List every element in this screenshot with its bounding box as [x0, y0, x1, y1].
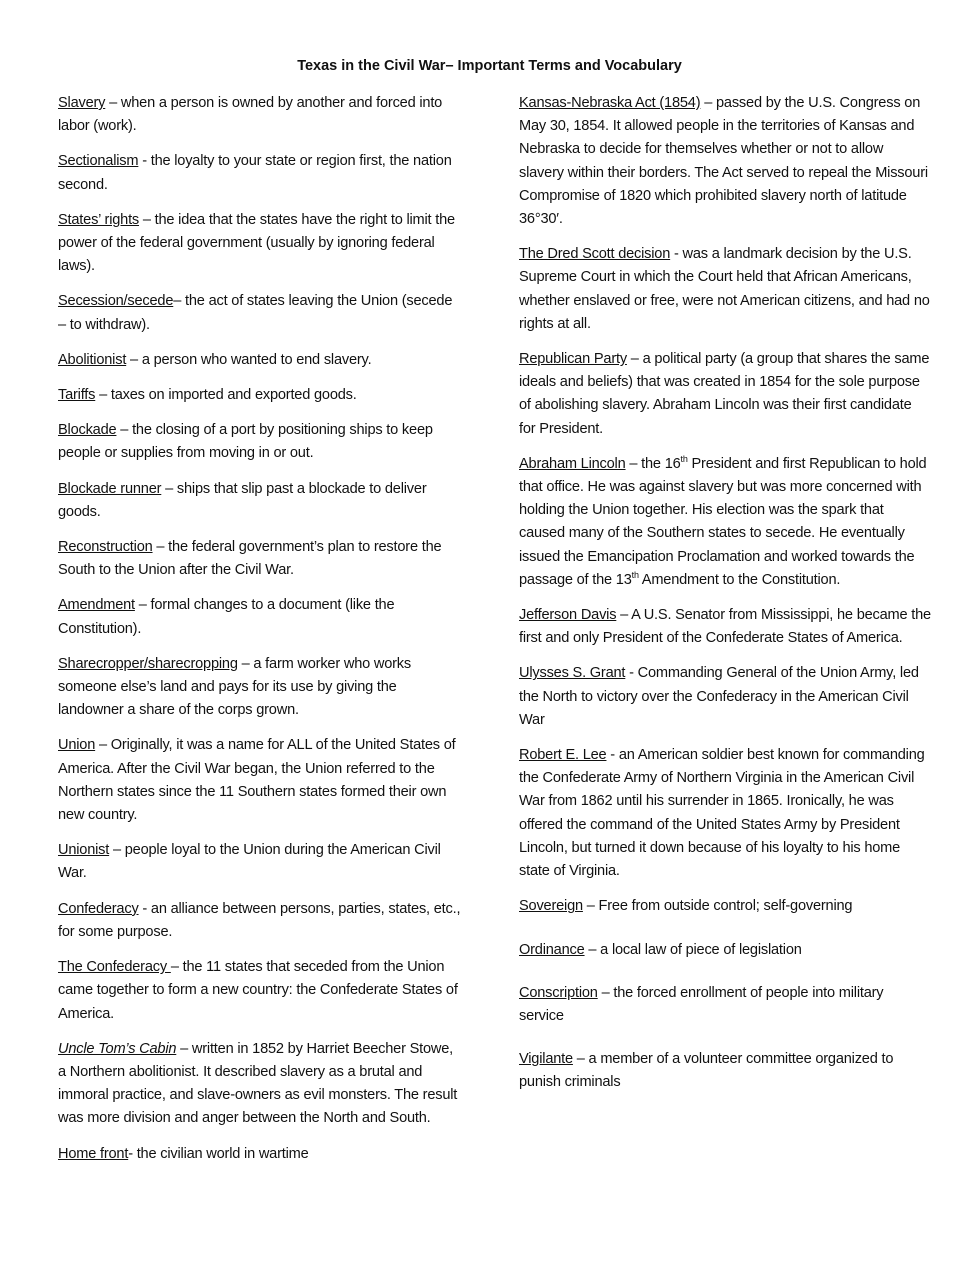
vocab-term: Ulysses S. Grant [519, 665, 626, 682]
vocab-entry-home-front [58, 1143, 463, 1166]
vocab-entry-sectionalism [58, 150, 463, 196]
vocab-term: Abraham Lincoln [519, 455, 626, 472]
right-column [519, 92, 931, 1107]
vocab-term: Republican Party [519, 351, 627, 368]
vocab-term: Blockade runner [58, 480, 162, 497]
vocab-term: Union [58, 737, 96, 754]
vocab-term: Tariffs [58, 387, 96, 404]
vocab-definition: – a person who wanted to end slavery. [126, 351, 372, 368]
vocab-definition: - an alliance between persons, parties, states, etc., for some purpose. [58, 900, 461, 940]
vocab-definition: – when a person is owned by another and forced into labor (work). [58, 95, 443, 135]
vocab-entry-confederacy [58, 898, 463, 944]
vocab-definition: – people loyal to the Union during the American Civil War. [58, 842, 441, 882]
ordinal-suffix: th [680, 453, 688, 464]
vocab-definition: – passed by the U.S. Congress on May 30, 1854. It allowed people in the territories of Kansas and Nebraska to decide for themselves whether or not to allow slavery within their borders. The Act served to repeal the Missouri Compromise of 1820 which prohibited slavery north of latitude 36°30′. [519, 95, 928, 228]
vocab-definition: – formal changes to a document (like the Constitution). [58, 597, 395, 637]
vocab-term: Reconstruction [58, 539, 153, 556]
vocab-definition: President and first Republican to hold that office. He was against slavery but was more concerned with holding the Union together. His election was the spark that caused many of the Southern states to secede. He eventually issued the Emancipation Proclamation and worked towards the passage of the 13 [519, 455, 927, 588]
vocab-entry-ulysses-grant [519, 662, 931, 732]
vocab-entry-sharecropper [58, 653, 463, 723]
ordinal-suffix: th [631, 570, 639, 580]
vocab-entry-abolitionist [58, 349, 463, 372]
vocab-definition: – ships that slip past a blockade to deliver goods. [58, 480, 427, 520]
vocab-entry-states-rights [58, 209, 463, 279]
vocab-entry-union [58, 734, 463, 827]
vocab-term: Abolitionist [58, 351, 127, 368]
vocab-definition: - the loyalty to your state or region first, the nation second. [58, 153, 452, 193]
vocab-term: Robert E. Lee [519, 747, 607, 764]
vocab-entry-tariffs [58, 384, 463, 407]
vocab-term: Conscription [519, 984, 598, 1001]
vocab-definition: - an American soldier best known for commanding the Confederate Army of Northern Virginia in the American Civil War from 1862 until his surrender in 1865. Ironically, he was offered the command of the United States Army by President Lincoln, but turned it down because of his loyalty to his home state of Virginia. [519, 747, 925, 880]
page-title: Texas in the Civil War– Important Terms and Vocabulary [297, 58, 682, 74]
vocab-definition: – the idea that the states have the right to limit the power of the federal government (usually by ignoring federal laws). [58, 211, 455, 275]
vocab-entry-republican-party [519, 348, 931, 441]
vocab-entry-slavery [58, 92, 463, 138]
vocab-entry-reconstruction [58, 536, 463, 582]
vocab-term: Jefferson Davis [519, 607, 617, 624]
vocab-entry-the-confederacy [58, 956, 463, 1026]
vocab-term: Home front [58, 1145, 129, 1162]
vocab-definition: – Originally, it was a name for ALL of the United States of America. After the Civil War began, the Union referred to the Northern states since the 11 Southern states formed their own new country. [58, 737, 456, 824]
vocab-term: Amendment [58, 597, 135, 614]
vocab-term: Confederacy [58, 900, 139, 917]
vocab-entry-amendment [58, 594, 463, 640]
vocab-term: The Confederacy [58, 959, 171, 976]
vocab-entry-uncle-toms-cabin [58, 1038, 463, 1131]
vocab-definition: – the act of states leaving the Union (secede – to withdraw). [58, 293, 453, 333]
vocab-entry-abraham-lincoln [519, 453, 931, 592]
vocab-entry-sovereign [519, 895, 931, 918]
vocab-entry-kansas-nebraska-act [519, 92, 931, 231]
vocab-definition: Amendment to the Constitution. [638, 571, 841, 588]
left-column [58, 92, 463, 1178]
vocab-term: The Dred Scott decision [519, 246, 671, 263]
vocab-term: Ordinance [519, 941, 585, 958]
vocab-entry-unionist [58, 839, 463, 885]
vocab-definition: – the closing of a port by positioning ships to keep people or supplies from moving in or out. [58, 422, 433, 462]
vocab-entry-robert-lee [519, 744, 931, 883]
vocab-term: Blockade [58, 422, 117, 439]
vocab-term: Slavery [58, 95, 106, 111]
vocab-definition: – a local law of piece of legislation [584, 941, 802, 958]
vocab-definition: – A U.S. Senator from Mississippi, he became the first and only President of the Confederate States of America. [519, 607, 931, 647]
vocab-entry-conscription [519, 982, 931, 1028]
vocab-entry-blockade-runner [58, 478, 463, 524]
vocab-term: Unionist [58, 842, 110, 859]
vocab-definition: – written in 1852 by Harriet Beecher Stowe, a Northern abolitionist. It described slavery as a brutal and immoral practice, and slave-owners as evil monsters. The result was more division and anger between the North and South. [58, 1040, 458, 1127]
vocab-definition: – Free from outside control; self-governing [582, 898, 853, 915]
vocab-definition: – the federal government’s plan to restore the South to the Union after the Civil War. [58, 539, 442, 579]
vocab-definition: – a member of a volunteer committee organized to punish criminals [519, 1051, 894, 1091]
vocab-definition: – a political party (a group that shares the same ideals and beliefs) that was created in 1854 for the sole purpose of abolishing slavery. Abraham Lincoln was their first candidate for President. [519, 351, 930, 437]
vocab-term: Kansas-Nebraska Act (1854) [519, 95, 701, 111]
vocab-definition: - the civilian world in wartime [128, 1145, 309, 1162]
vocab-entry-ordinance [519, 939, 931, 962]
vocab-term: Secession/secede [58, 293, 174, 310]
vocab-term: Uncle Tom’s Cabin [58, 1040, 177, 1057]
vocab-definition: – a farm worker who works someone else’s land and pays for its use by giving the landowner a share of the corps grown. [58, 655, 411, 719]
vocab-definition: – taxes on imported and exported goods. [95, 387, 357, 404]
vocab-definition: – the 11 states that seceded from the Union came together to form a new country: the Confederate States of America. [58, 959, 458, 1022]
vocab-term: Sectionalism [58, 153, 139, 170]
vocab-term: Sovereign [519, 898, 583, 915]
vocab-term: Sharecropper/sharecropping [58, 655, 238, 672]
vocab-entry-dred-scott [519, 243, 931, 336]
vocab-entry-blockade [58, 419, 463, 465]
vocab-entry-vigilante [519, 1048, 931, 1094]
vocab-definition: - was a landmark decision by the U.S. Supreme Court in which the Court held that African Americans, whether enslaved or free, were not American citizens, and had no rights at all. [519, 246, 930, 332]
vocab-definition: – the forced enrollment of people into military service [519, 984, 884, 1024]
vocab-term: Vigilante [519, 1051, 573, 1068]
vocab-entry-jefferson-davis [519, 604, 931, 650]
vocab-term: States’ rights [58, 211, 140, 228]
vocab-definition: – the 16 [625, 455, 681, 472]
vocab-entry-secession [58, 290, 463, 336]
vocab-definition: - Commanding General of the Union Army, led the North to victory over the Confederacy in the American Civil War [519, 665, 919, 728]
